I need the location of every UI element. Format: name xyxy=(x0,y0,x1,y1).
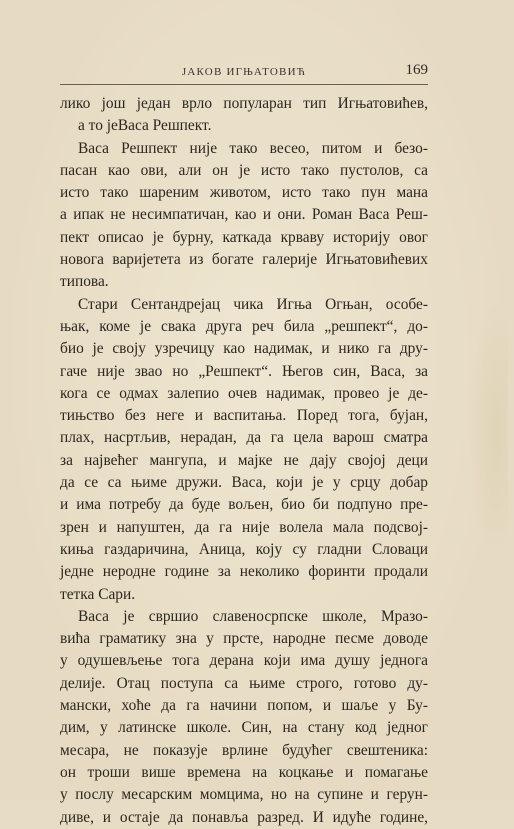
text-line: пект описао је бурну, каткада крваву историју овог xyxy=(60,228,428,246)
text-line: он троши више времена на коцкање и помагање xyxy=(60,763,428,781)
text-line: био је своју узречицу као надимак, и нико га дру- xyxy=(60,340,428,358)
text-line: а ипак не несимпатичан, као и они. Роман Васа Реш- xyxy=(60,206,428,224)
text-line: у послу месарским момцима, но на супине и герун- xyxy=(60,786,428,804)
text-line: и има потребу да буде вољен, био би подпуно пре- xyxy=(60,496,428,514)
header-rule xyxy=(60,84,428,85)
text-line: тетка Сари. xyxy=(60,585,136,603)
text-line: зрен и напуштен, да га није волела мала подсвој- xyxy=(60,518,428,536)
page-number: 169 xyxy=(405,62,428,78)
text-line: кога се одмах залепио очев надимак, провео је де- xyxy=(60,384,428,402)
text-line: новога варијетета из богате галерије Игњатовићевих xyxy=(60,251,428,269)
text-line: да се са њиме дружи. Васа, који је у срцу добар xyxy=(60,474,428,492)
text-line: њак, коме је свака друга реч била „решпект“, до- xyxy=(60,317,428,335)
text-line: исто тако шареним животом, исто тако пун мана xyxy=(60,184,428,202)
text-line: типова. xyxy=(60,273,109,291)
body-text xyxy=(60,93,428,829)
text-line: Стари Сентандрејац чика Игња Огњан, особе- xyxy=(78,295,428,313)
running-head: ЈАКОВ ИГЊАТОВИЋ xyxy=(181,66,307,78)
paper-stain xyxy=(468,300,508,560)
text-line: лико још један врло популаран тип Игњатовићев, xyxy=(60,95,428,112)
text-line: мански, хоће да га начини попом, и шаље у Бу- xyxy=(60,697,428,715)
text-line: а то јеВаса Решпект. xyxy=(78,117,212,135)
text-line: киња газдаричина, Аница, коју су гладни Словаци xyxy=(60,540,428,558)
text-line: делије. Отац поступа са њиме строго, готово ду- xyxy=(60,674,428,692)
text-line: Васа Решпект није тако весео, питом и безо- xyxy=(78,139,428,157)
text-line: диве, и остаје да понавља разред. И идуће године, xyxy=(60,808,428,826)
text-line: гаче није звао но „Решпект“. Његов син, Васа, за xyxy=(60,362,428,380)
page-header xyxy=(60,62,428,82)
text-line: дим, у латинске школе. Син, на стану код једног xyxy=(60,719,428,737)
text-line: за највећег мангупа, и мајке не дају својој деци xyxy=(60,451,428,469)
text-line: месара, не показује врлине будућег свештеника: xyxy=(60,741,428,759)
text-line: пасан као ови, али он је исто тако пустолов, са xyxy=(60,161,428,179)
text-line: Васа је свршио славеносрпске школе, Мразо- xyxy=(78,607,428,625)
text-line: у одушевљење тога дерана који има душу једнога xyxy=(60,652,428,670)
text-line: вића граматику зна у прсте, народне песме доводе xyxy=(60,630,428,648)
text-line: плах, насртљив, нерадан, да га цела варош сматра xyxy=(60,429,428,447)
text-line: тињство без неге и васпитања. Поред тога, бујан, xyxy=(60,407,428,425)
text-line: једне неродне године за неколико форинти продали xyxy=(60,563,428,581)
